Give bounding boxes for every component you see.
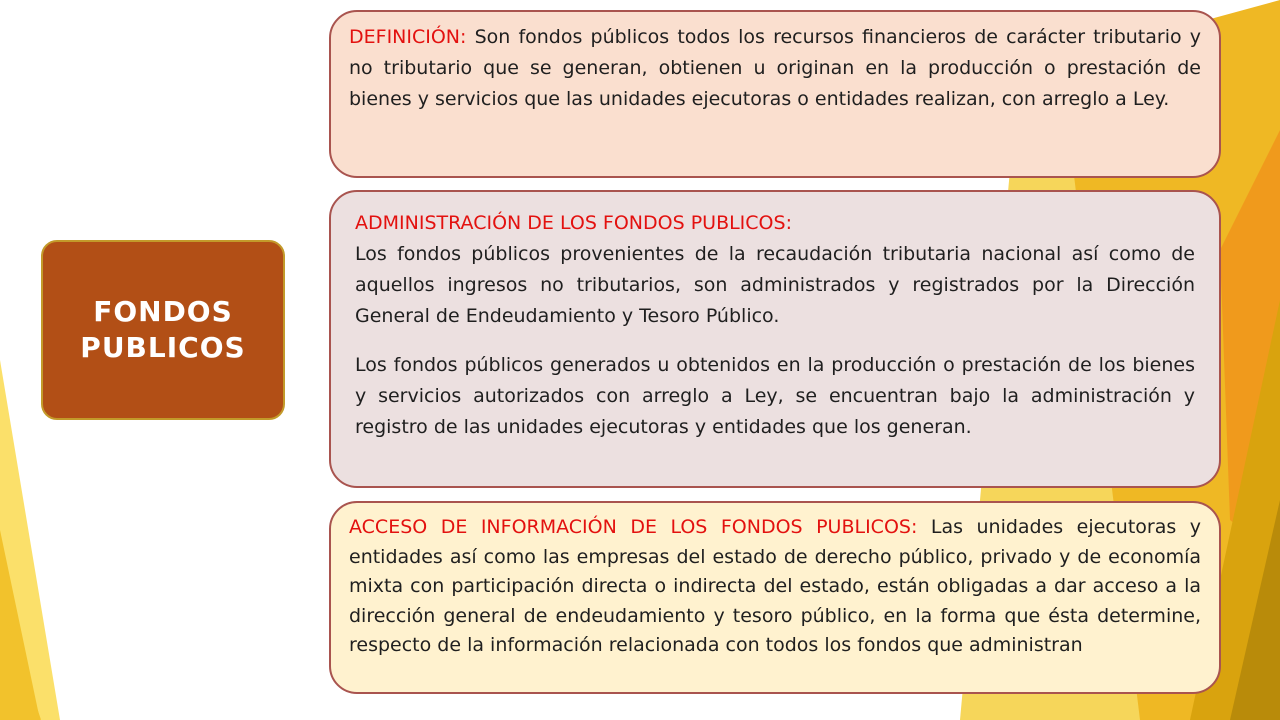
definition-box <box>329 10 1221 178</box>
access-paragraph <box>349 513 1201 661</box>
administration-paragraph-2: Los fondos públicos generados u obtenidos en la producción o prestación de los bienes y servicios autorizados con arreglo a Ley, se encuentran bajo la administración y registro de las unidades ejecutoras y entidades que los generan. <box>355 354 1195 438</box>
access-body: Las unidades ejecutoras y entidades así como las empresas del estado de derecho público, privado y de economía mixta con participación directa o indirecta del estado, están obligadas a dar acceso a la dirección general de endeudamiento y tesoro público, en la forma que ésta determine, respecto de la información relacionada con todos los fondos que administran <box>349 516 1201 656</box>
administration-box <box>329 190 1221 488</box>
access-heading: ACCESO DE INFORMACIÓN DE LOS FONDOS PUBLICOS: <box>349 516 918 538</box>
access-box <box>329 501 1221 694</box>
fondos-publicos-label <box>41 240 285 420</box>
fondos-publicos-label-text: FONDOS PUBLICOS <box>80 295 246 364</box>
definition-paragraph <box>349 22 1201 115</box>
definition-heading: DEFINICIÓN: <box>349 26 467 48</box>
definition-body: Son fondos públicos todos los recursos financieros de carácter tributario y no tributario que se generan, obtienen u originan en la producción o prestación de bienes y servicios que las unidades ejecutoras o entidades realizan, con arreglo a Ley. <box>349 26 1201 110</box>
administration-paragraph-1: Los fondos públicos provenientes de la recaudación tributaria nacional así como de aquellos ingresos no tributarios, son administrados y registrados por la Dirección General de Endeudamiento y Tesoro Público. <box>355 243 1195 327</box>
administration-heading: ADMINISTRACIÓN DE LOS FONDOS PUBLICOS: <box>355 212 792 234</box>
